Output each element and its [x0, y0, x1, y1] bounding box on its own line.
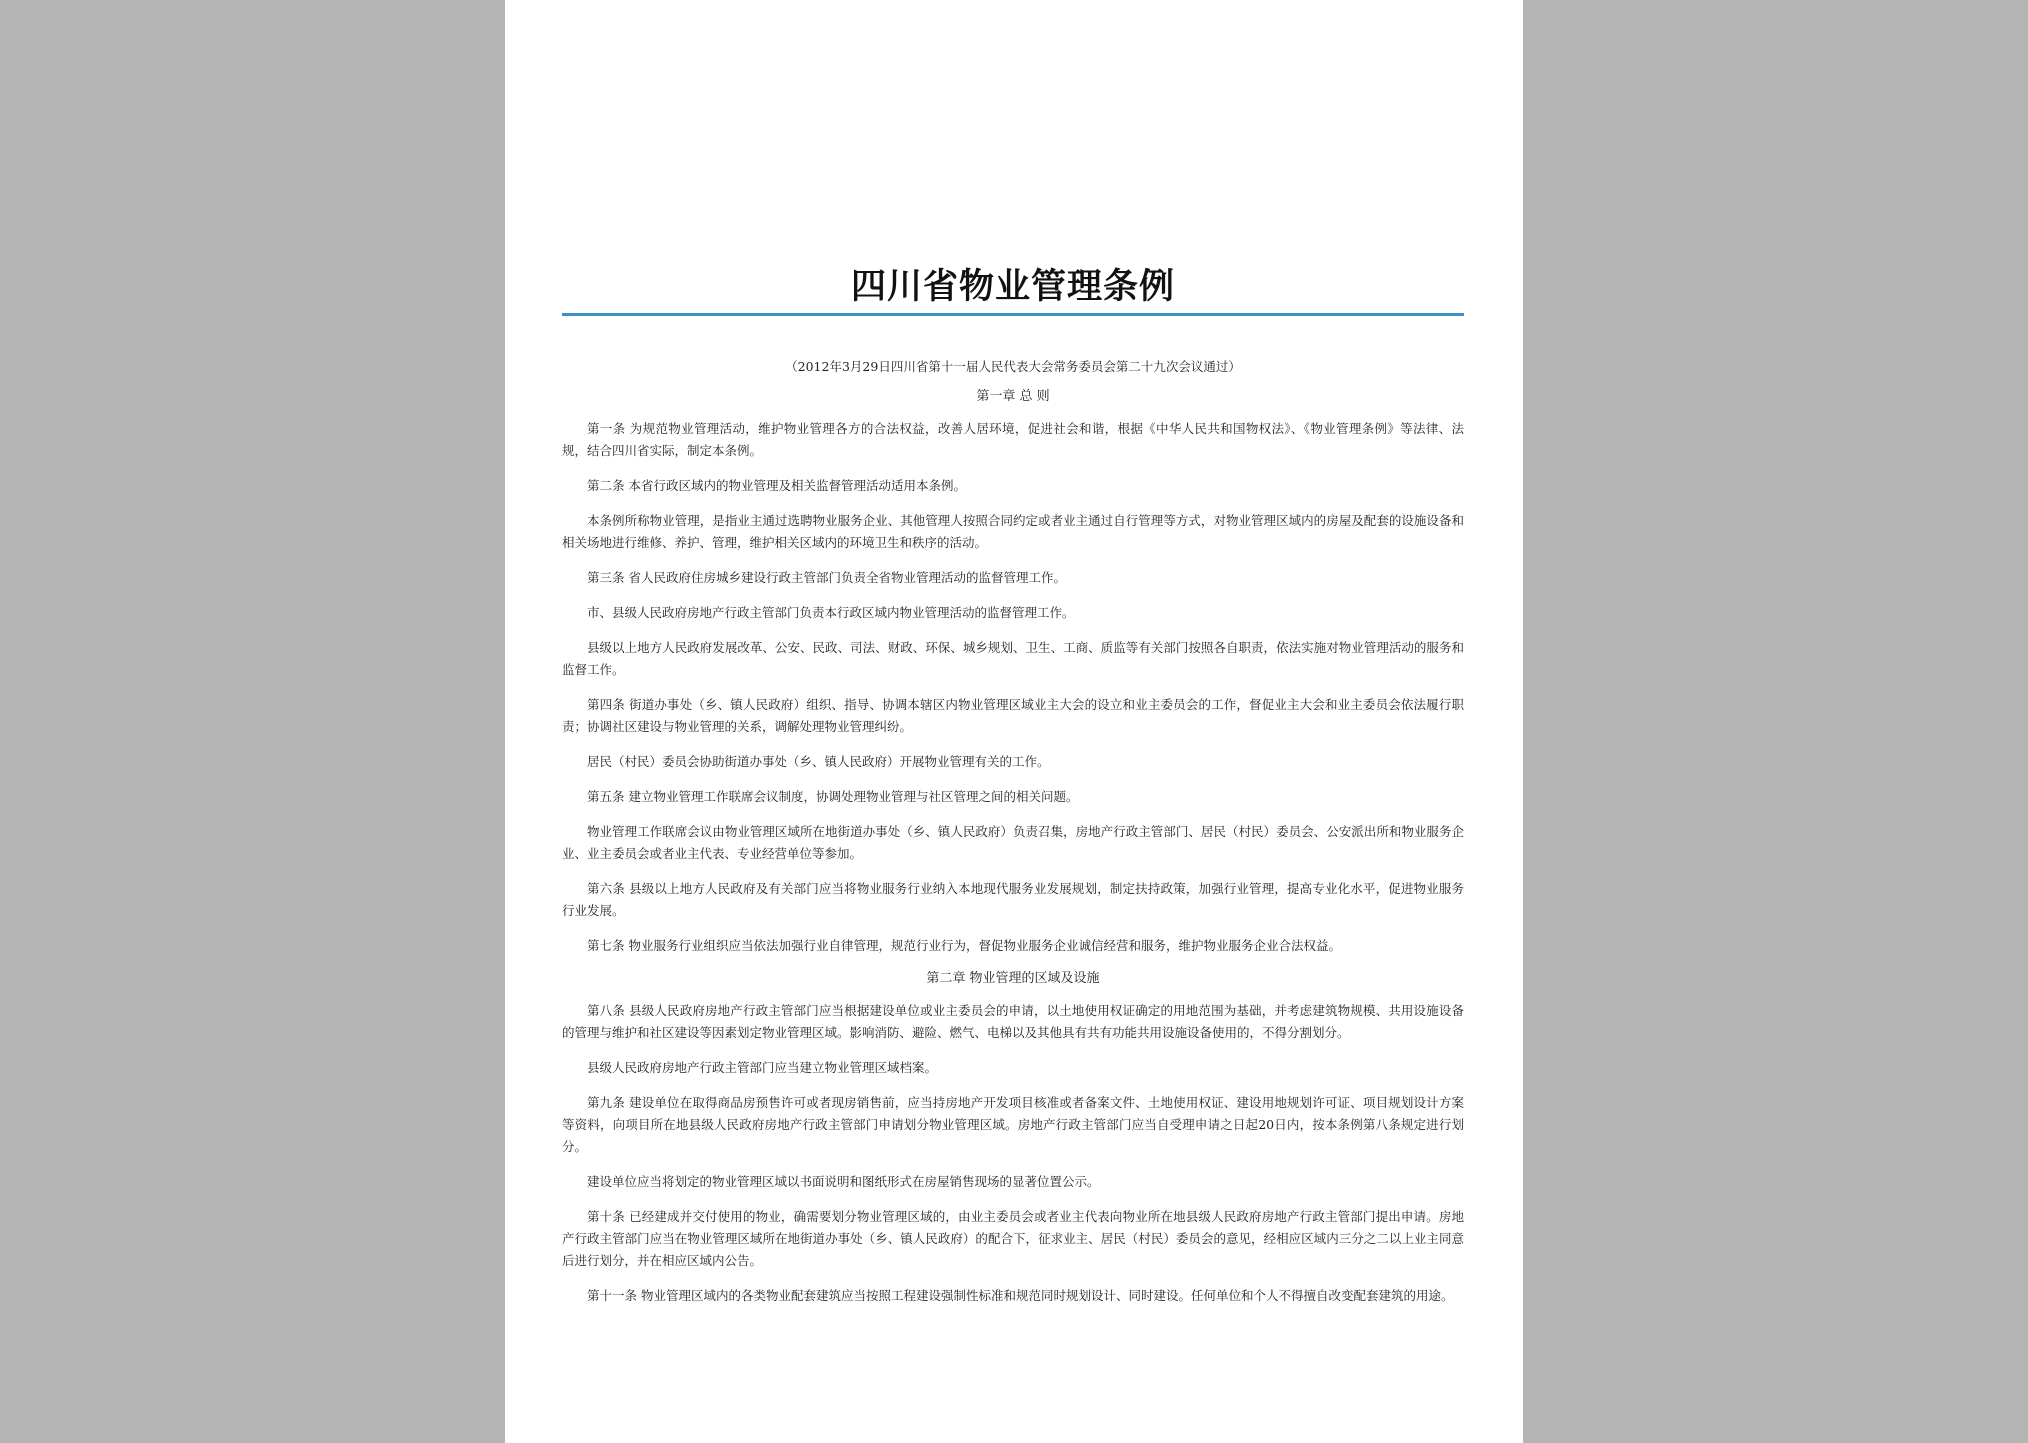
paragraph: 第三条 省人民政府住房城乡建设行政主管部门负责全省物业管理活动的监督管理工作。: [587, 570, 1066, 585]
paragraph: 第二条 本省行政区域内的物业管理及相关监督管理活动适用本条例。: [587, 478, 966, 493]
paragraph: 第八条 县级人民政府房地产行政主管部门应当根据建设单位或业主委员会的申请，以土地使用权证确定的用地范围为基础，并考虑建筑物规模、共用设施设备的管理与维护和社区建设等因素划定物业管理区域。影响消防、避险、燃气、电梯以及其他具有共有功能共用设施设备使用的，不得分割划分。: [562, 1003, 1464, 1040]
chapter-body: [562, 418, 1464, 957]
paragraph: 居民（村民）委员会协助街道办事处（乡、镇人民政府）开展物业管理有关的工作。: [587, 754, 1050, 769]
paragraph: 第四条 街道办事处（乡、镇人民政府）组织、指导、协调本辖区内物业管理区域业主大会的设立和业主委员会的工作，督促业主大会和业主委员会依法履行职责；协调社区建设与物业管理的关系，调解处理物业管理纠纷。: [562, 697, 1464, 734]
chapter-heading: 第一章 总 则: [976, 389, 1050, 404]
paragraph: 第五条 建立物业管理工作联席会议制度，协调处理物业管理与社区管理之间的相关问题。: [587, 789, 1079, 804]
paragraph: 第十一条 物业管理区域内的各类物业配套建筑应当按照工程建设强制性标准和规范同时规划设计、同时建设。任何单位和个人不得擅自改变配套建筑的用途。: [587, 1288, 1454, 1303]
document-page: [505, 0, 1523, 1443]
paragraph: 县级人民政府房地产行政主管部门应当建立物业管理区域档案。: [587, 1060, 938, 1075]
paragraph: 第九条 建设单位在取得商品房预售许可或者现房销售前，应当持房地产开发项目核准或者备案文件、土地使用权证、建设用地规划许可证、项目规划设计方案等资料，向项目所在地县级人民政府房地产行政主管部门申请划分物业管理区域。房地产行政主管部门应当自受理申请之日起20日内，按本条例第八条规定进行划分。: [562, 1095, 1464, 1154]
paragraph: 市、县级人民政府房地产行政主管部门负责本行政区域内物业管理活动的监督管理工作。: [587, 605, 1075, 620]
paragraph: 物业管理工作联席会议由物业管理区域所在地街道办事处（乡、镇人民政府）负责召集，房地产行政主管部门、居民（村民）委员会、公安派出所和物业服务企业、业主委员会或者业主代表、专业经营单位等参加。: [562, 824, 1464, 861]
paragraph: 第一条 为规范物业管理活动，维护物业管理各方的合法权益，改善人居环境，促进社会和谐，根据《中华人民共和国物权法》、《物业管理条例》等法律、法规，结合四川省实际，制定本条例。: [562, 421, 1464, 458]
paragraph: 第十条 已经建成并交付使用的物业，确需要划分物业管理区域的，由业主委员会或者业主代表向物业所在地县级人民政府房地产行政主管部门提出申请。房地产行政主管部门应当在物业管理区域所在地街道办事处（乡、镇人民政府）的配合下，征求业主、居民（村民）委员会的意见，经相应区域内三分之二以上业主同意后进行划分，并在相应区域内公告。: [562, 1209, 1464, 1268]
paragraph: 县级以上地方人民政府发展改革、公安、民政、司法、财政、环保、城乡规划、卫生、工商、质监等有关部门按照各自职责，依法实施对物业管理活动的服务和监督工作。: [562, 640, 1464, 677]
chapter-body: [562, 1000, 1464, 1307]
paragraph: 建设单位应当将划定的物业管理区域以书面说明和图纸形式在房屋销售现场的显著位置公示。: [587, 1174, 1100, 1189]
title-divider: [562, 313, 1464, 316]
paragraph: 本条例所称物业管理，是指业主通过选聘物业服务企业、其他管理人按照合同约定或者业主通过自行管理等方式，对物业管理区域内的房屋及配套的设施设备和相关场地进行维修、养护、管理，维护相关区域内的环境卫生和秩序的活动。: [562, 513, 1464, 550]
chapter-heading: 第二章 物业管理的区域及设施: [926, 971, 1100, 986]
paragraph: 第七条 物业服务行业组织应当依法加强行业自律管理，规范行业行为，督促物业服务企业诚信经营和服务，维护物业服务企业合法权益。: [587, 938, 1341, 953]
document-subtitle: （2012年3月29日四川省第十一届人民代表大会常务委员会第二十九次会议通过）: [785, 359, 1241, 374]
paragraph: 第六条 县级以上地方人民政府及有关部门应当将物业服务行业纳入本地现代服务业发展规划，制定扶持政策，加强行业管理，提高专业化水平，促进物业服务行业发展。: [562, 881, 1464, 918]
document-title: 四川省物业管理条例: [850, 266, 1175, 307]
